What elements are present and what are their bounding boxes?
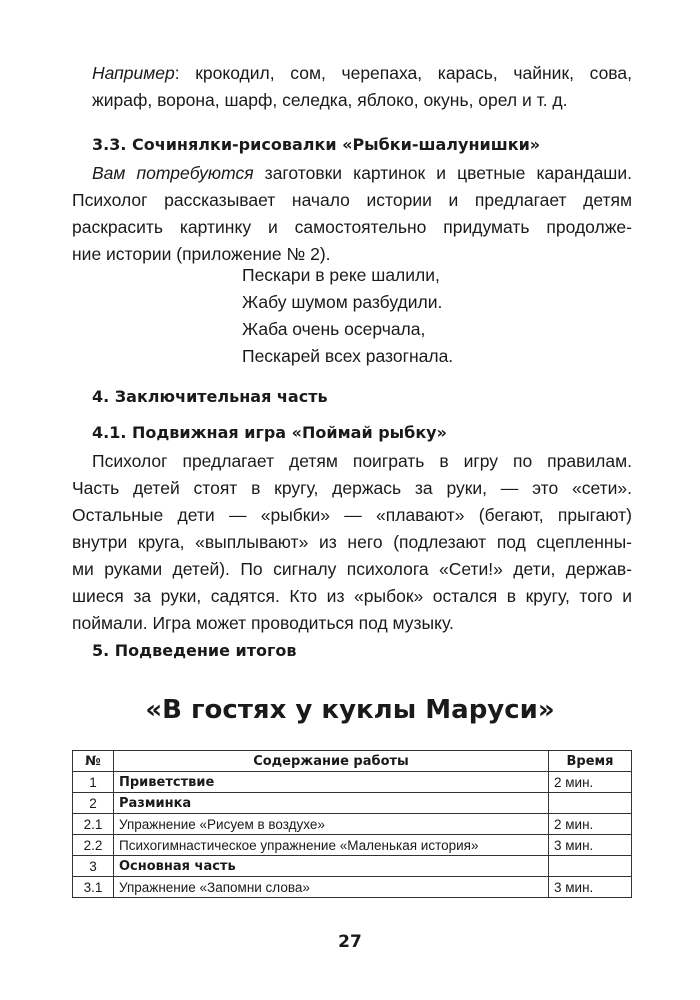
heading-4-1: 4.1. Подвижная игра «Поймай рыбку» [92,423,447,442]
table-row [73,856,632,877]
row-time [549,793,632,814]
section-4-1-line: Часть детей стоят в кругу, держась за руки, — это «сети». [72,478,632,498]
row-time: 2 мин. [549,772,632,793]
table-row [73,877,632,898]
lesson-plan-table [72,750,632,898]
row-content: Основная часть [114,856,549,877]
table-row [73,772,632,793]
row-content: Упражнение «Рисуем в воздухе» [114,814,549,835]
table-row [73,835,632,856]
row-time: 2 мин. [549,814,632,835]
row-time: 3 мин. [549,877,632,898]
heading-5: 5. Подведение итогов [92,641,297,660]
section-3-3-line-4: ние истории (приложение № 2). [72,244,331,264]
row-time: 3 мин. [549,835,632,856]
section-4-1-line: внутри круга, «выплывают» из него (подлезают под сцепленны- [72,532,632,552]
row-number: 3.1 [73,877,114,898]
row-number: 2 [73,793,114,814]
section-3-3-line-1: заготовки картинок и цветные карандаши. [253,163,632,183]
section-3-3-paragraph [72,160,632,268]
lesson-title: «В гостях у куклы Маруси» [145,695,555,725]
example-line-1: : крокодил, сом, черепаха, карась, чайник, сова, [174,63,632,83]
section-3-3-line-3: раскрасить картинку и самостоятельно придумать продолже- [72,217,632,237]
row-number: 3 [73,856,114,877]
example-paragraph [72,60,632,114]
column-header-time: Время [549,751,632,772]
row-content: Разминка [114,793,549,814]
poem-line: Пескарей всех разогнала. [242,346,454,366]
example-line-2: жираф, ворона, шарф, селедка, яблоко, окунь, орел и т. д. [92,90,568,110]
poem-line: Жабу шумом разбудили. [242,292,443,312]
row-number: 2.2 [73,835,114,856]
column-header-content: Содержание работы [114,751,549,772]
section-3-3-line-2: Психолог рассказывает начало истории и предлагает детям [72,190,632,210]
table-row [73,814,632,835]
heading-3-3: 3.3. Сочинялки-рисовалки «Рыбки-шалунишки» [92,135,541,154]
section-4-1-line: поймали. Игра может проводиться под музыку. [72,613,454,633]
row-number: 2.1 [73,814,114,835]
table-header-row [73,751,632,772]
poem-line: Жаба очень осерчала, [242,319,426,339]
poem [242,262,453,370]
row-number: 1 [73,772,114,793]
section-4-1-line: Остальные дети — «рыбки» — «плавают» (бегают, прыгают) [72,505,632,525]
section-4-1-line: шиеся за руки, садятся. Кто из «рыбок» остался в кругу, того и [72,586,632,606]
row-content: Упражнение «Запомни слова» [114,877,549,898]
column-header-number: № [73,751,114,772]
page-number: 27 [338,932,362,952]
row-content: Приветствие [114,772,549,793]
section-3-3-lead: Вам потребуются [92,163,254,183]
example-label: Например [92,63,175,83]
row-time [549,856,632,877]
section-4-1-line: ми руками детей). По сигналу психолога «Сети!» дети, держав- [72,559,632,579]
section-4-1-paragraph [72,448,632,637]
section-4-1-line: Психолог предлагает детям поиграть в игру по правилам. [92,451,632,471]
heading-4: 4. Заключительная часть [92,387,328,406]
poem-line: Пескари в реке шалили, [242,265,440,285]
table-row [73,793,632,814]
row-content: Психогимнастическое упражнение «Маленькая история» [114,835,549,856]
